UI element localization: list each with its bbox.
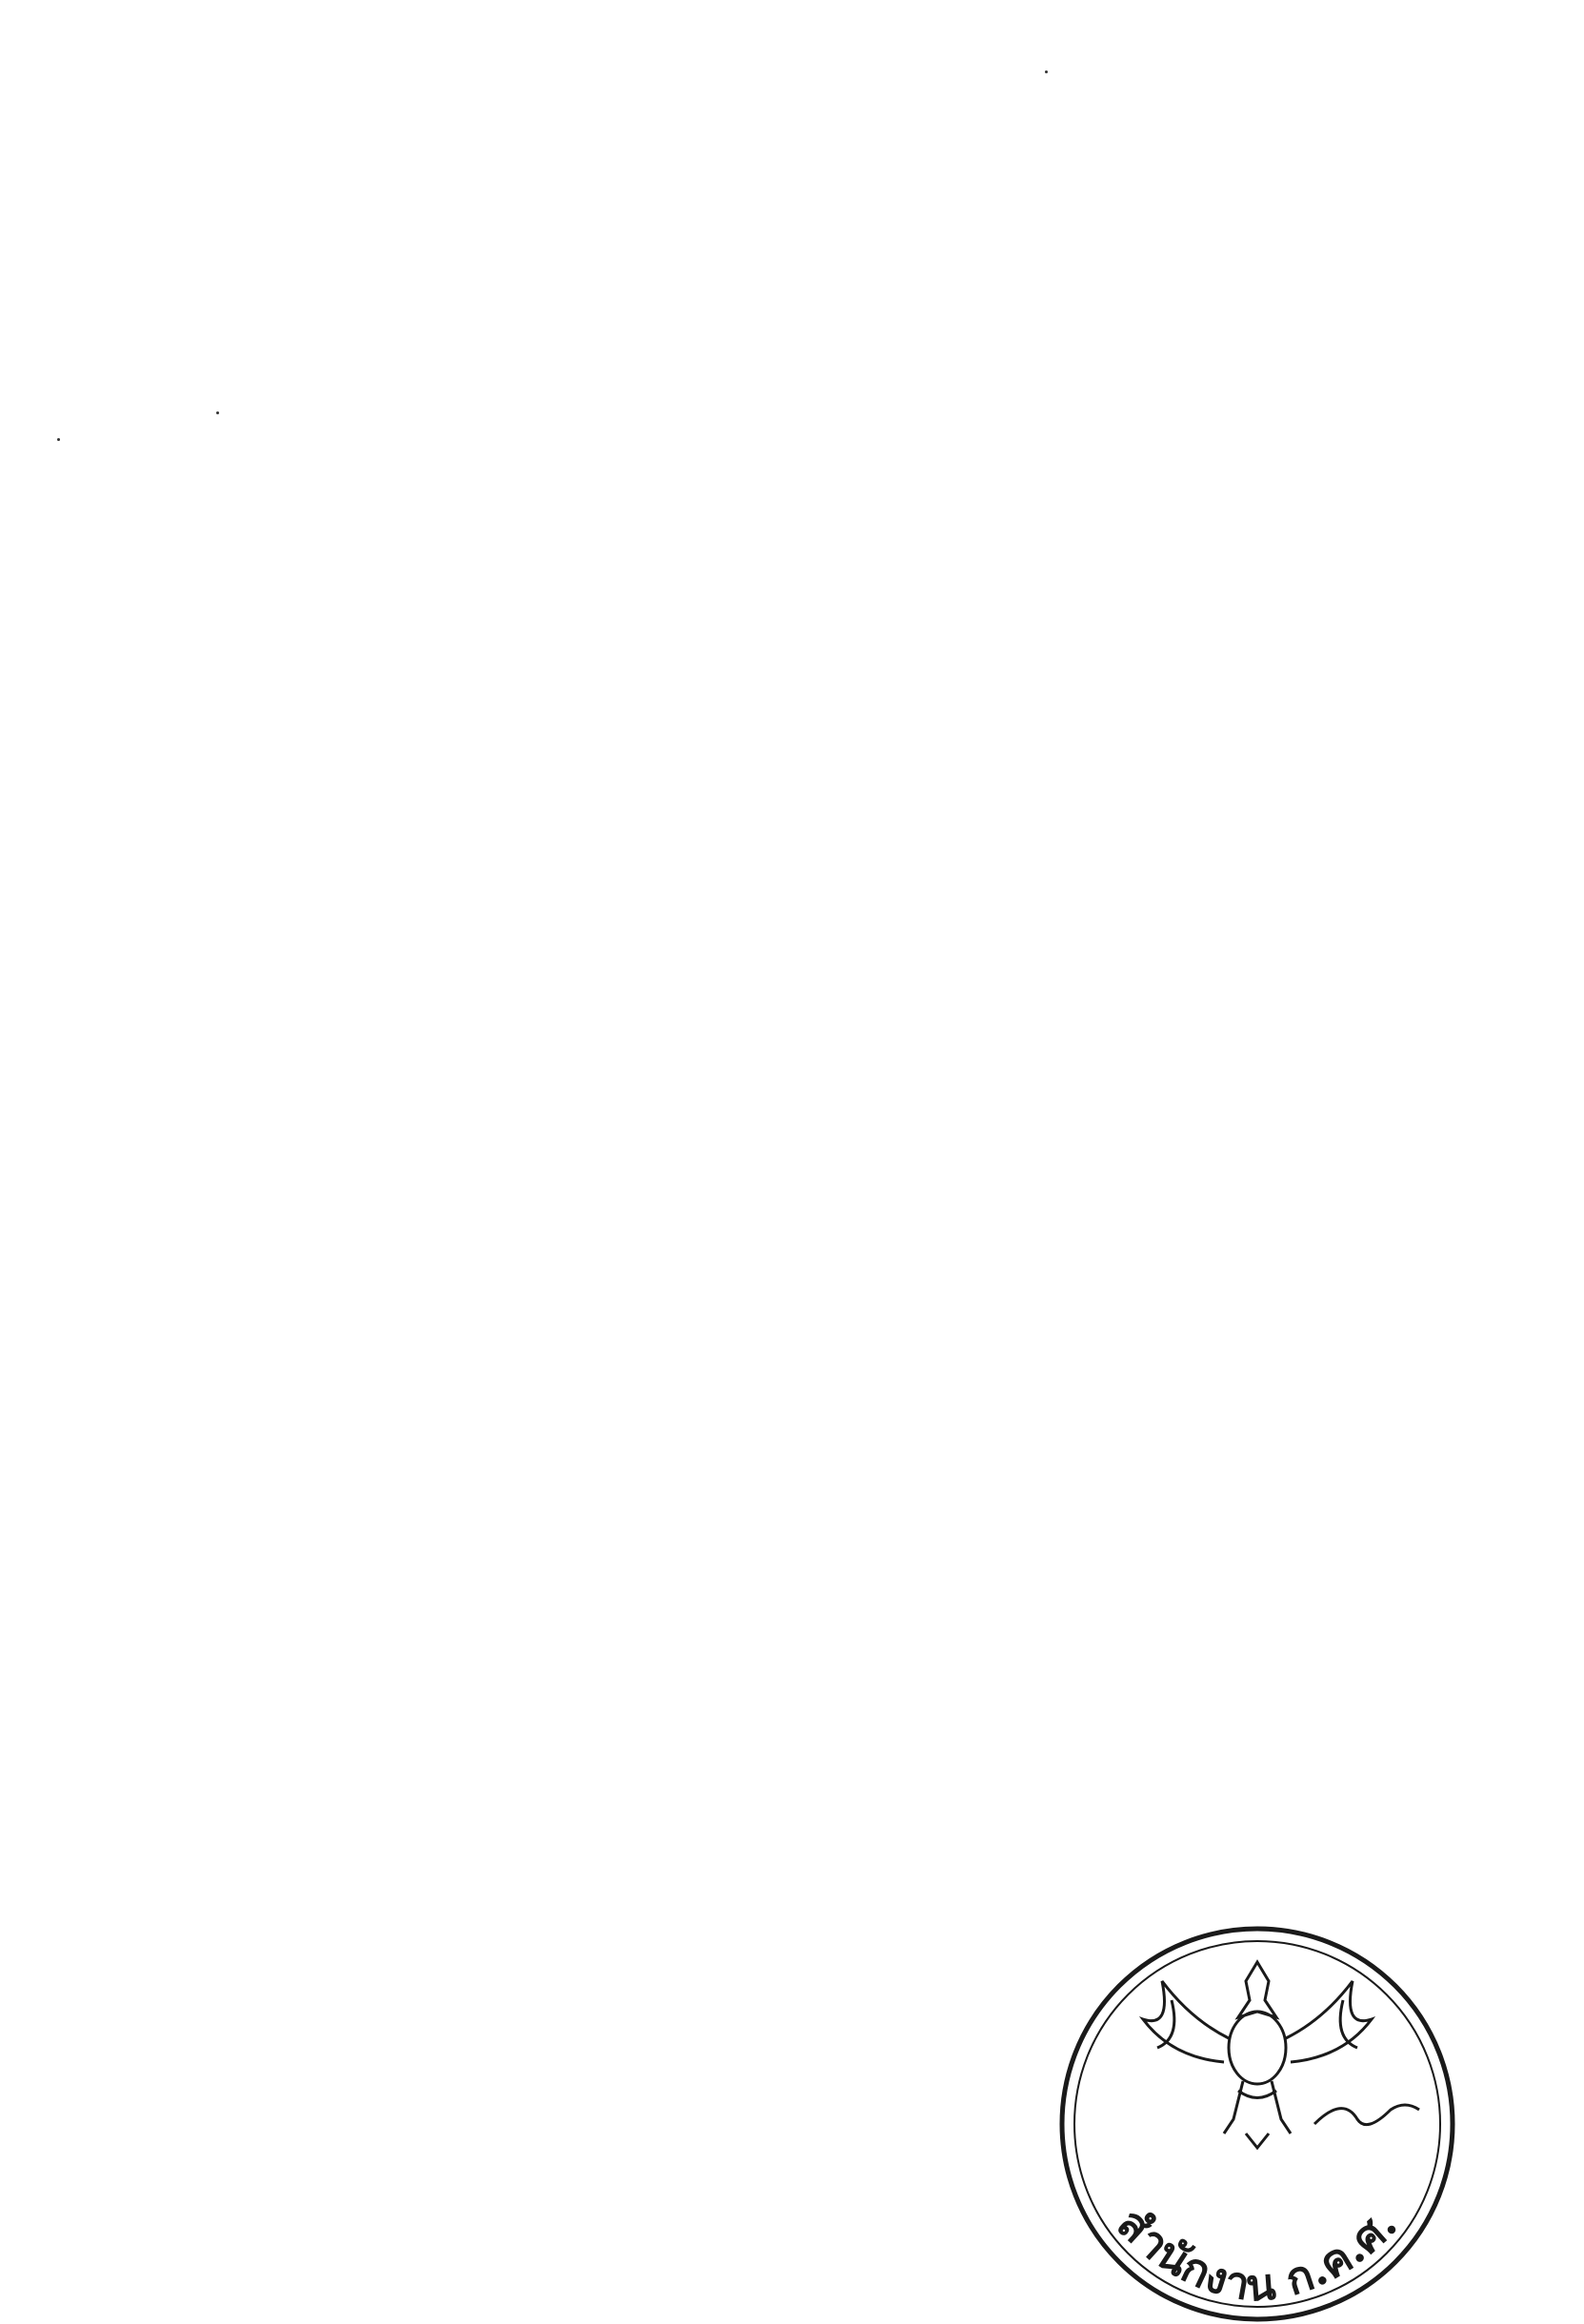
scan-speck [57, 438, 60, 441]
office-seal-stamp [1029, 1905, 1505, 2324]
garuda-emblem-icon [1143, 1962, 1372, 2148]
signature-mark [1314, 2105, 1419, 2125]
scan-speck [216, 411, 219, 414]
scan-speck [1045, 70, 1048, 73]
seal-label: สำนักงาน ก.ค.ศ. [1107, 2196, 1408, 2312]
